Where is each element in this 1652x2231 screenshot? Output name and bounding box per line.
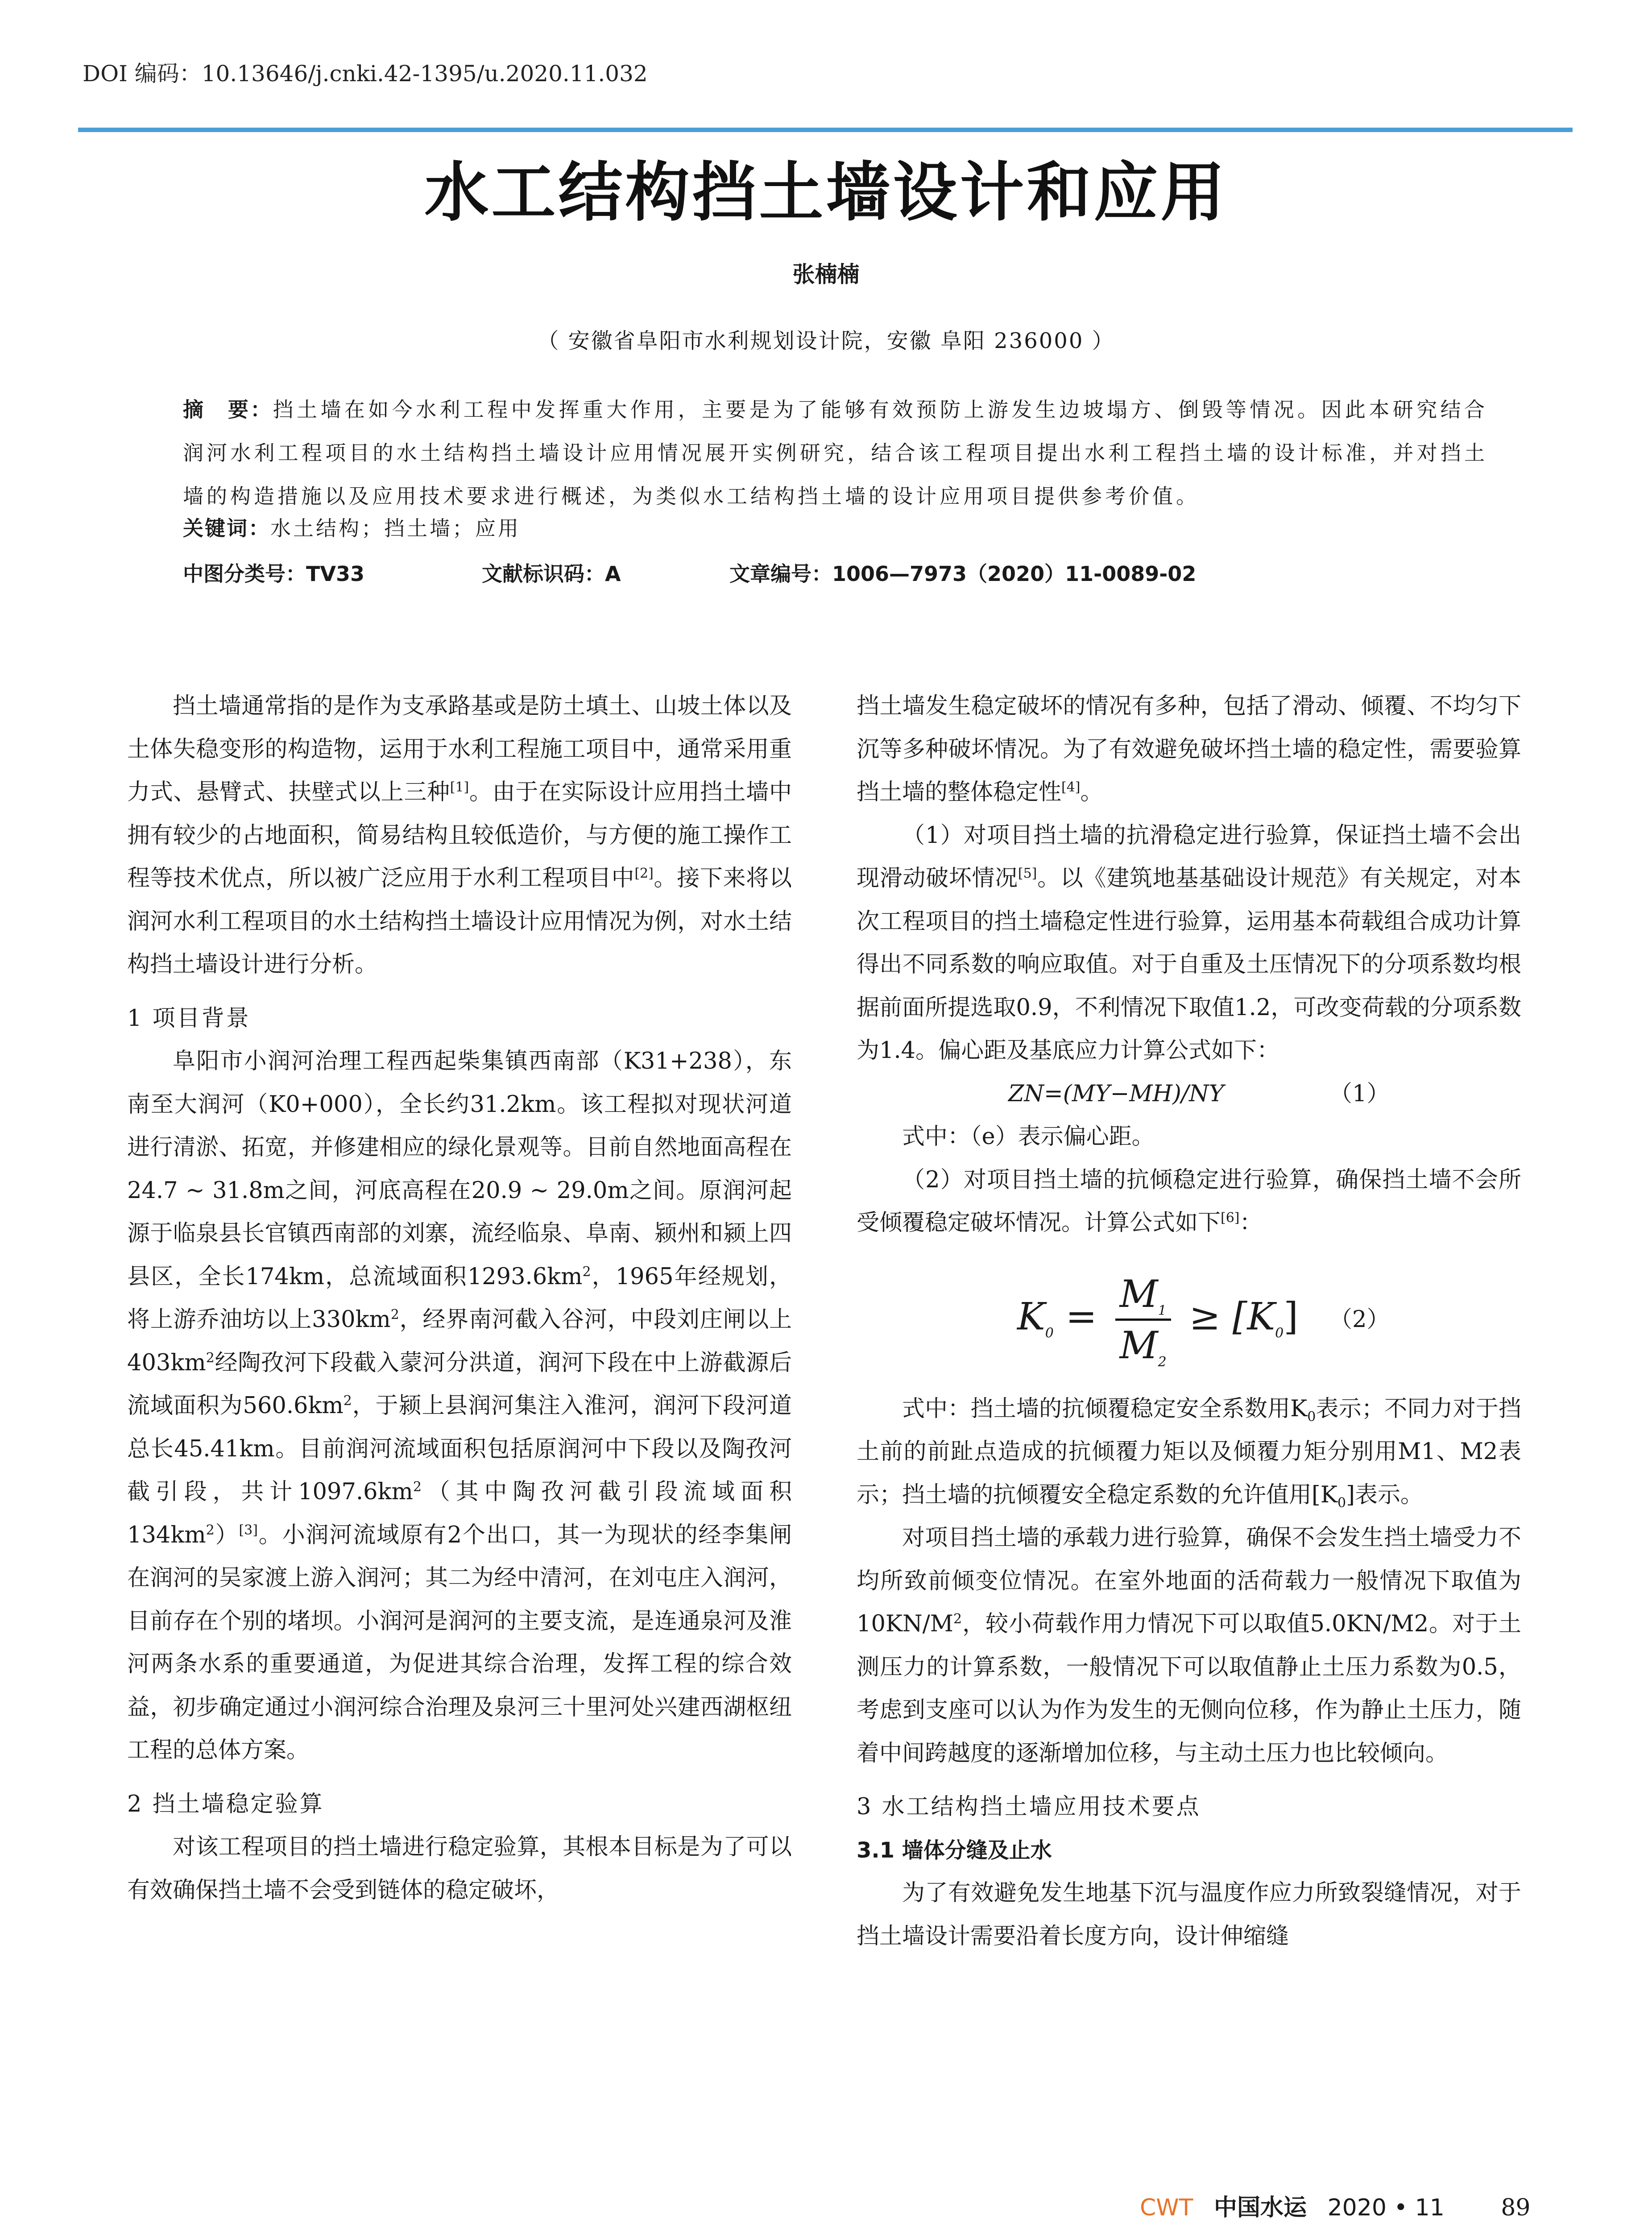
abstract-label: 摘 要：: [183, 398, 273, 422]
paragraph: （2）对项目挡土墙的抗倾稳定进行验算，确保挡土墙不会所受倾覆稳定破坏情况。计算公式如下[6]：: [857, 1166, 1521, 1236]
keywords-text: 水土结构；挡土墙；应用: [270, 516, 521, 540]
keywords: [183, 512, 521, 542]
abstract: [183, 388, 1488, 518]
issue-date: 2020 • 11: [1327, 2194, 1445, 2221]
doi-line: DOI 编码：10.13646/j.cnki.42-1395/u.2020.11.032: [83, 61, 648, 87]
section-heading: 3 水工结构挡土墙应用技术要点: [857, 1794, 1201, 1820]
paragraph: 对项目挡土墙的承载力进行验算，确保不会发生挡土墙受力不均所致前倾变位情况。在室外地面的活荷载力一般情况下取值为$10KN/M^2$，较小荷载作用力情况下可以取值5.0KN/M2。对于土测压力的计算系数，一般情况下可以取值静止土压力系数为0.5，考虑到支座可以认为作为发生的无侧向位移，作为静止土压力，随着中间跨越度的逐渐增加位移，与主动土压力也比较倾向。: [857, 1525, 1521, 1767]
paragraph: （1）对项目挡土墙的抗滑稳定进行验算，保证挡土墙不会出现滑动破坏情况[5]。以《建筑地基基础设计规范》有关规定，对本次工程项目的挡土墙稳定性进行验算，运用基本荷载组合成功计算得出不同系数的响应取值。对于自重及土压情况下的分项系数均根据前面所提选取0.9，不利情况下取值1.2，可改变荷载的分项系数为1.4。偏心距及基底应力计算公式如下：: [857, 822, 1521, 1064]
left-column: [127, 685, 792, 1912]
affiliation: （ 安徽省阜阳市水利规划设计院，安徽 阜阳 236000 ）: [537, 328, 1115, 353]
author: 张楠楠: [792, 261, 860, 287]
journal-logo: CWT: [1140, 2194, 1193, 2221]
paragraph: 挡土墙发生稳定破坏的情况有多种，包括了滑动、倾覆、不均匀下沉等多种破坏情况。为了有效避免破坏挡土墙的稳定性，需要验算挡土墙的整体稳定性[4]。: [857, 693, 1521, 805]
journal-name: 中国水运: [1214, 2194, 1307, 2221]
subsection-heading: 3.1 墙体分缝及止水: [857, 1837, 1052, 1863]
paragraph: 对该工程项目的挡土墙进行稳定验算，其根本目标是为了可以有效确保挡土墙不会受到链体的稳定破坏，: [127, 1834, 792, 1903]
right-column: [857, 685, 1521, 1958]
equation-2-expression: $K_0$ = $\frac{M_1}{M_2}$ ≥ $[K_0]$: [1017, 1269, 1298, 1370]
equation-1-expression: ZN=(MY−MH)/NY: [1008, 1080, 1224, 1107]
equation-note: 式中：（e）表示偏心距。: [902, 1124, 1155, 1150]
fraction: $\frac{M_1}{M_2}$: [1115, 1269, 1171, 1370]
paragraph: 式中：挡土墙的抗倾覆稳定安全系数用$K_0$表示；不同力对于挡土前的前趾点造成的抗倾覆力矩以及倾覆力矩分别用M1、M2表示；挡土墙的抗倾覆安全稳定系数的允许值用$[K_0]$表示。: [857, 1395, 1521, 1511]
abstract-text: 挡土墙在如今水利工程中发挥重大作用，主要是为了能够有效预防上游发生边坡塌方、倒毁等情况。因此本研究结合润河水利工程项目的水土结构挡土墙设计应用情况展开实例研究，结合该工程项目提出水利工程挡土墙的设计标准，并对挡土墙的构造措施以及应用技术要求进行概述，为类似水工结构挡土墙的设计应用项目提供参考价值。: [183, 398, 1488, 508]
keywords-label: 关键词：: [183, 516, 270, 540]
paragraph: 为了有效避免发生地基下沉与温度作应力所致裂缝情况，对于挡土墙设计需要沿着长度方向，设计伸缩缝: [857, 1880, 1521, 1949]
article-title: 水工结构挡土墙设计和应用: [424, 154, 1228, 230]
document-code: 文献标识码：A: [482, 562, 621, 586]
paragraph: 挡土墙通常指的是作为支承路基或是防土填土、山坡土体以及土体失稳变形的构造物，运用于水利工程施工项目中，通常采用重力式、悬臂式、扶壁式以上三种[1]。由于在实际设计应用挡土墙中拥有较少的占地面积，简易结构且较低造价，与方便的施工操作工程等技术优点，所以被广泛应用于水利工程项目中[2]。接下来将以润河水利工程项目的水土结构挡土墙设计应用情况为例，对水土结构挡土墙设计进行分析。: [127, 693, 792, 978]
section-heading: 2 挡土墙稳定验算: [127, 1791, 324, 1817]
page-footer: [1140, 2189, 1531, 2222]
section-heading: 1 项目背景: [127, 1005, 251, 1032]
clc-number: 中图分类号：TV33: [183, 562, 364, 586]
page-number: 89: [1501, 2194, 1531, 2221]
equation-2-number: （2）: [1329, 1306, 1390, 1333]
header-rule: [78, 128, 1573, 132]
paragraph: 阜阳市小润河治理工程西起柴集镇西南部（K31+238），东南至大润河（K0+000），全长约31.2km。该工程拟对现状河道进行清淤、拓宽，并修建相应的绿化景观等。目前自然地面高程在24.7 ~ 31.8m之间，河底高程在20.9 ~ 29.0m之间。原润河起源于临泉县长官镇西南部的刘寨，流经临泉、阜南、颍州和颍上四县区，全长174km，总流域面积$1293.6km^2$，1965年经规划，将上游乔油坊以上$330km^2$，经界南河截入谷河，中段刘庄闸以上$403km^2$经陶孜河下段截入蒙河分洪道，润河下段在中上游截源后流域面积为$560.6km^2$，于颍上县润河集注入淮河，润河下段河道总长45.41km。目前润河流域面积包括原润河中下段以及陶孜河截引段，共计$1097.6km^2$（其中陶孜河截引段流域面积$134km^2)[3]$。小润河流域原有2个出口，其一为现状的经李集闸在润河的吴家渡上游入润河；其二为经中清河，在刘屯庄入润河，目前存在个别的堵坝。小润河是润河的主要支流，是连通泉河及淮河两条水系的重要通道，为促进其综合治理，发挥工程的综合效益，初步确定通过小润河综合治理及泉河三十里河处兴建西湖枢纽工程的总体方案。: [127, 1048, 792, 1763]
equation-1: [857, 1073, 1521, 1116]
equation-2: [857, 1245, 1521, 1388]
article-number: 文章编号：1006—7973（2020）11-0089-02: [729, 562, 1197, 586]
equation-1-number: （1）: [1329, 1080, 1390, 1107]
